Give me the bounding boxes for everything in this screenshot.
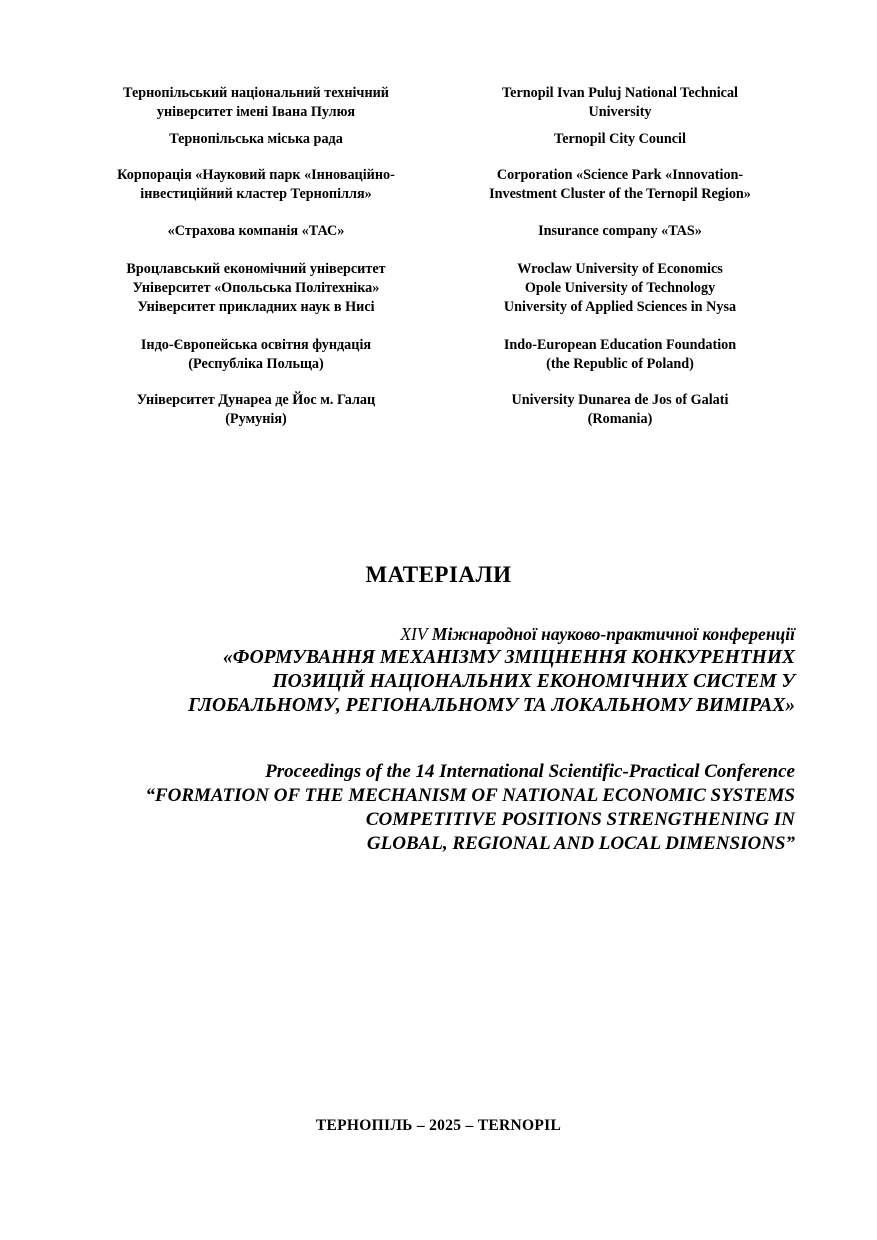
conference-title-ua-line: ПОЗИЦІЙ НАЦІОНАЛЬНИХ ЕКОНОМІЧНИХ СИСТЕМ У — [272, 671, 795, 692]
organizer-ua-line: Університет прикладних наук в Нисі — [137, 299, 375, 315]
organizer-ua — [60, 84, 452, 122]
organizer-en-line: (Romania) — [587, 411, 653, 427]
organizer-ua-line: Індо-Європейська освітня фундація — [140, 337, 372, 353]
organizer-en — [430, 130, 810, 149]
organizer-en-line: Indo-European Education Foundation — [503, 337, 737, 353]
organizer-ua-line: (Республіка Польща) — [188, 356, 324, 372]
conference-number-ua: XIV — [400, 624, 428, 644]
organizer-en — [430, 84, 810, 122]
organizer-ua-line: «Страхова компанія «ТАС» — [167, 223, 345, 239]
conference-title-en-line: Proceedings of the 14 International Scientific-Practical Conference — [265, 761, 795, 782]
footer-place-year: ТЕРНОПІЛЬ – 2025 – TERNOPIL — [315, 1117, 562, 1134]
conference-title-ua-line: ГЛОБАЛЬНОМУ, РЕГІОНАЛЬНОМУ ТА ЛОКАЛЬНОМУ ВИМІРАХ» — [188, 695, 795, 716]
organizer-en — [430, 391, 810, 429]
organizer-en-line: Opole University of Technology — [524, 280, 716, 296]
organizer-en-line: Wroclaw University of Economics — [517, 261, 723, 277]
organizer-ua — [60, 130, 452, 149]
organizer-ua — [60, 166, 452, 204]
organizer-en-line: University — [588, 104, 652, 120]
conference-title-en-line: GLOBAL, REGIONAL AND LOCAL DIMENSIONS” — [366, 833, 795, 854]
organizer-en-line: University Dunarea de Jos of Galati — [511, 392, 729, 408]
organizer-en — [430, 222, 810, 241]
organizer-ua-line: інвестиційний кластер Тернопілля» — [140, 186, 372, 202]
organizer-ua-line: університет імені Івана Пулюя — [156, 104, 356, 120]
conference-title-en-line: “FORMATION OF THE MECHANISM OF NATIONAL ECONOMIC SYSTEMS — [145, 785, 795, 806]
organizer-ua — [60, 391, 452, 429]
organizer-en-line: Insurance company «TAS» — [538, 223, 702, 239]
organizer-en-line: University of Applied Sciences in Nysa — [503, 299, 737, 315]
conference-title-en — [145, 760, 795, 856]
organizer-en — [430, 336, 810, 374]
organizer-ua — [60, 222, 452, 241]
organizer-en — [430, 166, 810, 204]
organizer-en-line: Corporation «Science Park «Innovation- — [496, 167, 744, 183]
page-title: МАТЕРІАЛИ — [365, 562, 512, 587]
conference-title-en-line: COMPETITIVE POSITIONS STRENGTHENING IN — [365, 809, 795, 830]
organizer-ua — [60, 260, 452, 317]
organizer-ua — [60, 336, 452, 374]
conference-intro-text-ua: Міжнародної науково-практичної конференції — [431, 624, 795, 644]
organizer-ua-line: Вроцлавський економічний університет — [126, 261, 386, 277]
organizer-ua-line: (Румунія) — [225, 411, 287, 427]
organizer-en-line: Ternopil City Council — [554, 131, 686, 147]
organizer-en-line: Ternopil Ivan Puluj National Technical — [502, 85, 738, 101]
organizer-en-line: (the Republic of Poland) — [546, 356, 694, 372]
organizer-ua-line: Університет Дунареа де Йос м. Галац — [136, 392, 376, 408]
organizer-ua-line: Корпорація «Науковий парк «Інноваційно- — [117, 167, 395, 183]
conference-intro-ua — [188, 622, 795, 646]
organizer-ua-line: Тернопільський національний технічний — [123, 85, 389, 101]
organizer-ua-line: Тернопільська міська рада — [169, 131, 343, 147]
conference-title-ua — [188, 622, 795, 718]
organizer-en-line: Investment Cluster of the Ternopil Region» — [489, 186, 751, 202]
conference-title-ua-line: «ФОРМУВАННЯ МЕХАНІЗМУ ЗМІЦНЕННЯ КОНКУРЕНТНИХ — [223, 647, 795, 668]
organizer-ua-line: Університет «Опольська Політехніка» — [132, 280, 380, 296]
organizer-en — [430, 260, 810, 317]
